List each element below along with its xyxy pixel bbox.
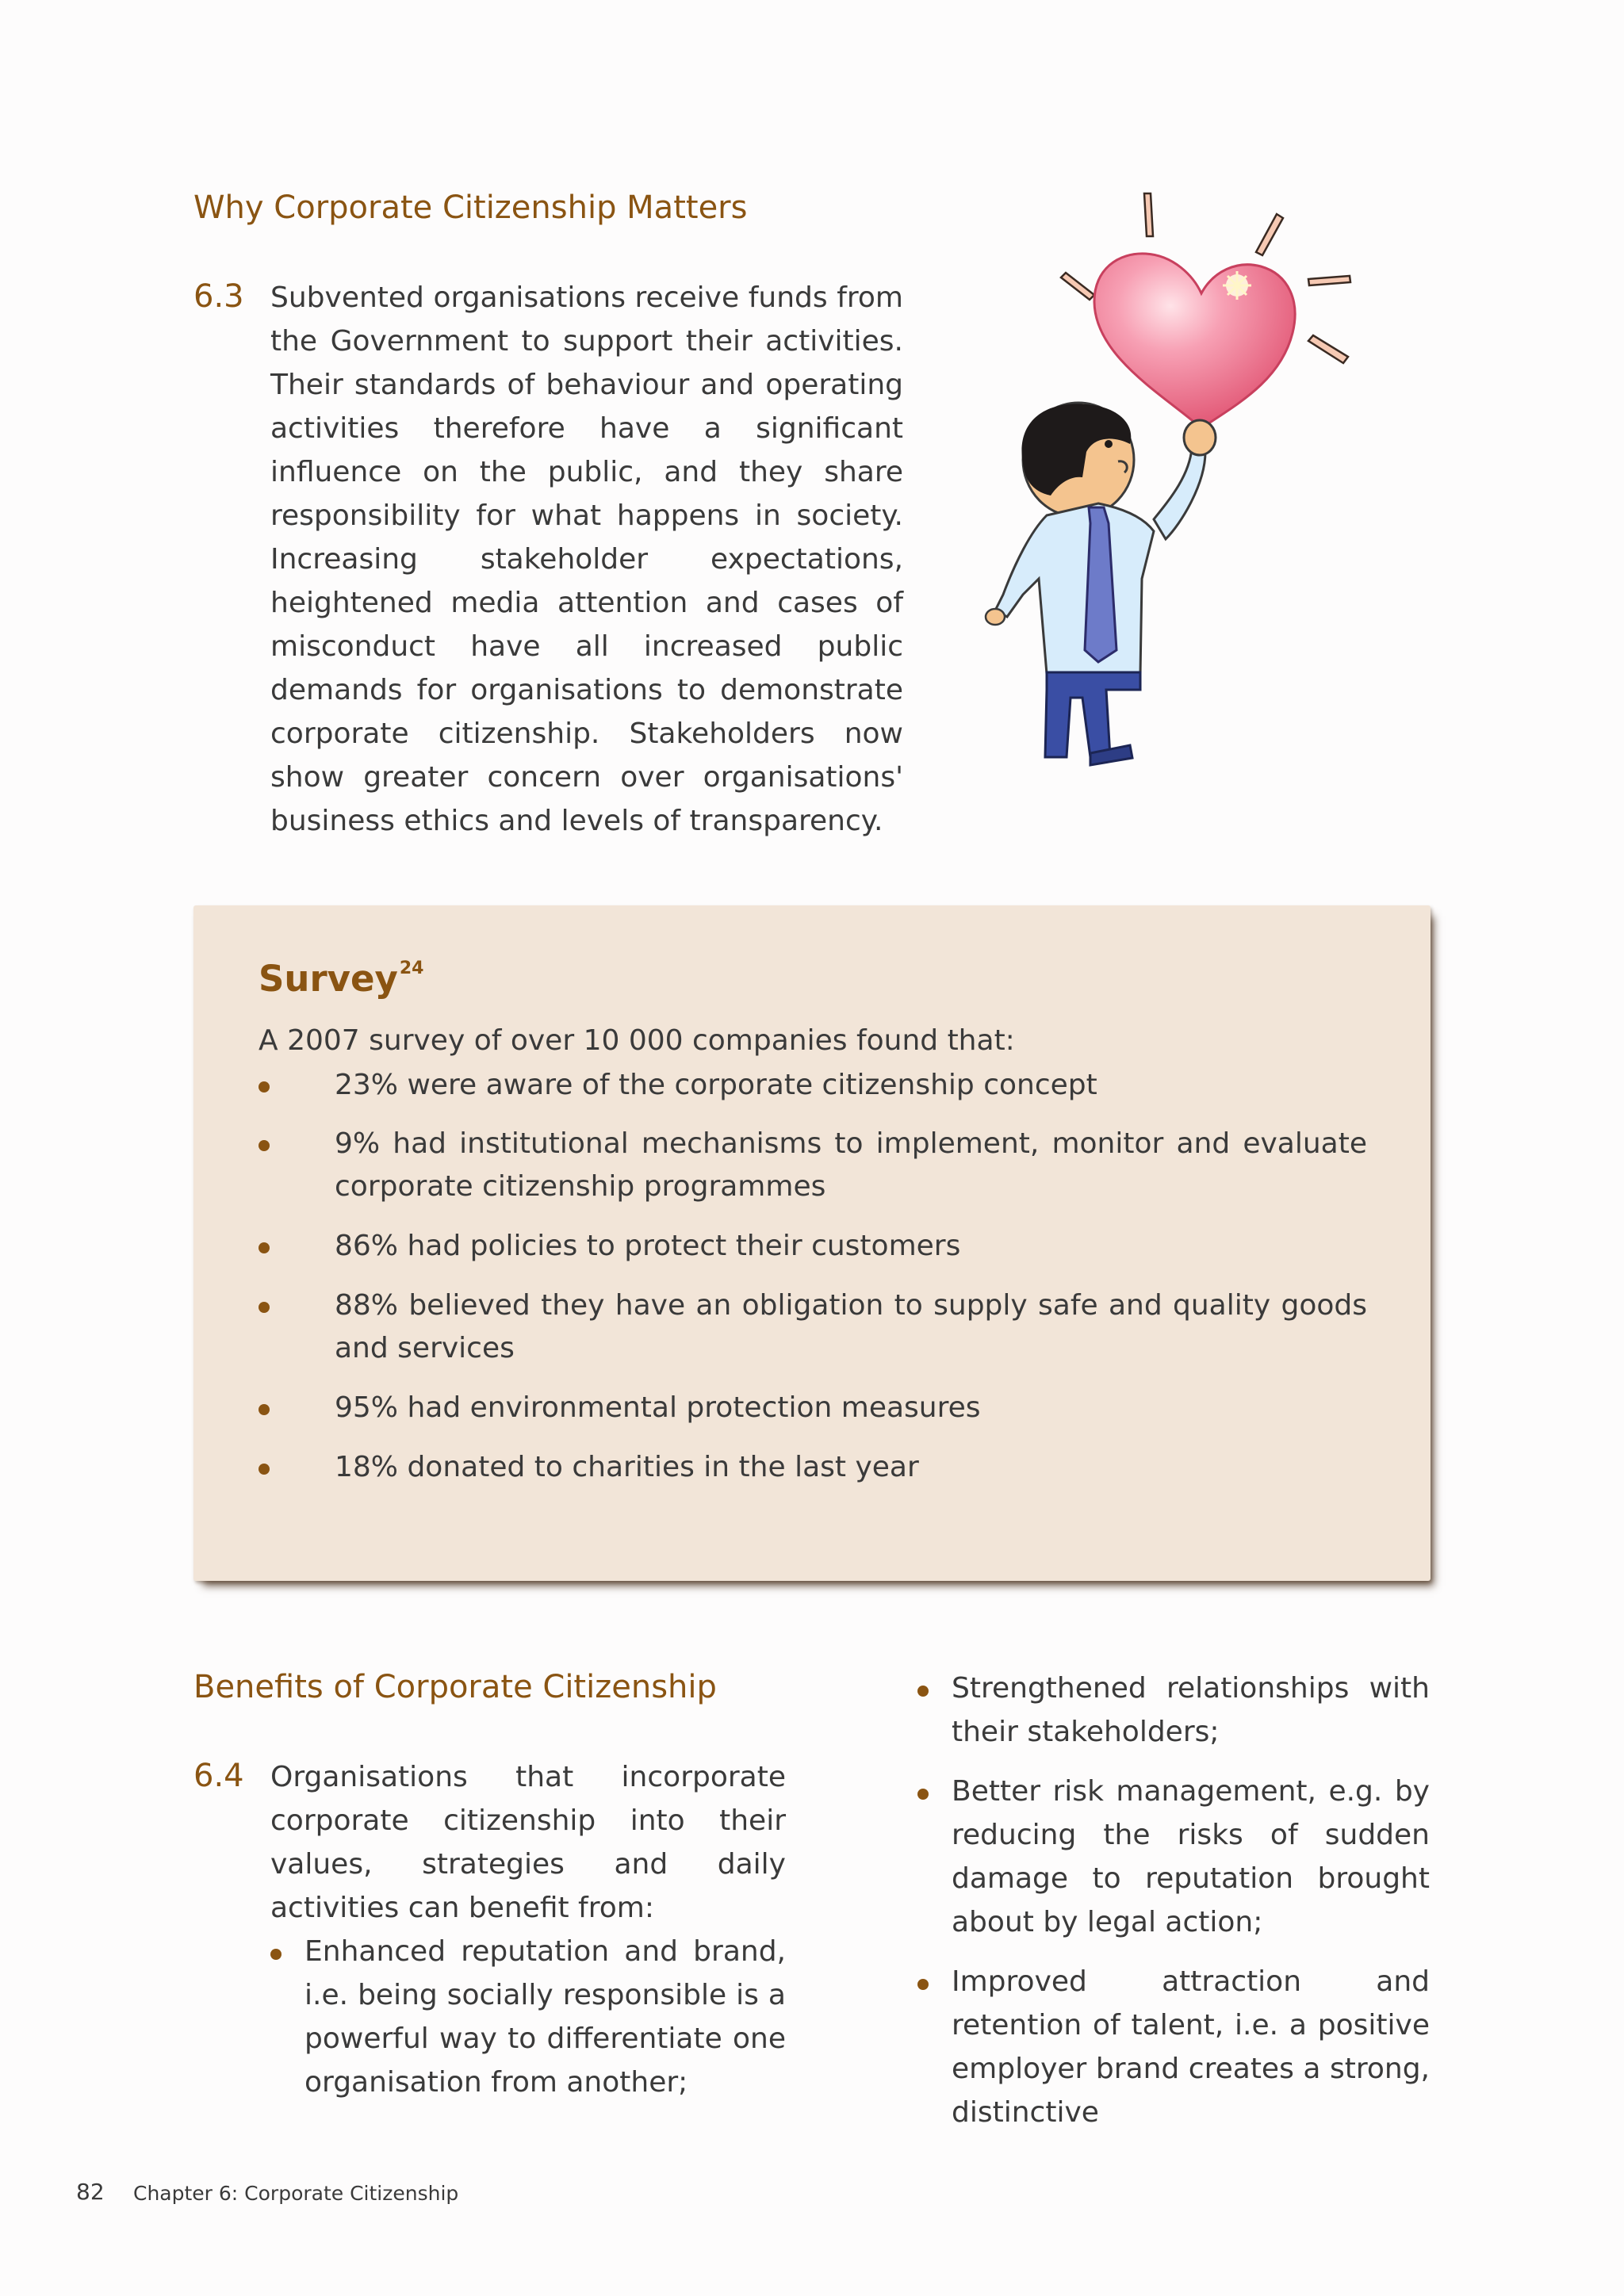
benefit-text: Improved attraction and retention of talent, i.e. a positive employer brand creates a strong, distinctive — [952, 1965, 1430, 2129]
survey-item-text: 88% believed they have an obligation to supply safe and quality goods and services — [335, 1289, 1367, 1364]
section-heading-why: Why Corporate Citizenship Matters — [193, 189, 748, 226]
survey-title-text: Survey — [259, 958, 398, 1000]
survey-footnote-ref[interactable]: 24 — [399, 959, 424, 978]
paragraph-6-4: Organisations that incorporate corporate citizenship into their values, strategies and daily activities can benefit from: — [270, 1761, 786, 1924]
paragraph-6-3: Subvented organisations receive funds from the Government to support their activities. Their standards of behaviour and operating activities therefore have a significant influence on the public, and they share responsibility for what happens in society. Increasing stakeholder expectations, heightened media attention and cases of misconduct have all increased public demands for organisations to demonstrate corporate citizenship. Stakeholders now show greater concern over organisations' business ethics and levels of transparency. — [270, 281, 903, 837]
survey-item-text: 18% donated to charities in the last year — [335, 1451, 919, 1483]
benefit-text: Enhanced reputation and brand, i.e. being socially responsible is a powerful way to differentiate one organisation from another; — [304, 1935, 786, 2099]
bullet-dot-icon — [259, 1242, 270, 1253]
heart-balloon-icon — [1094, 254, 1295, 428]
survey-box — [193, 905, 1431, 1581]
bullet-dot-icon — [259, 1081, 270, 1093]
man-holding-heart-illustration — [928, 182, 1372, 769]
page-number: 82 — [76, 2179, 105, 2205]
bullet-dot-icon — [270, 1949, 282, 1960]
survey-item-text: 9% had institutional mechanisms to implement, monitor and evaluate corporate citizenship programmes — [335, 1127, 1367, 1203]
benefit-text: Better risk management, e.g. by reducing the risks of sudden damage to reputation brought about by legal action; — [952, 1775, 1430, 1938]
bullet-dot-icon — [259, 1404, 270, 1415]
paragraph-number-6-4: 6.4 — [193, 1758, 244, 1794]
bullet-dot-icon — [917, 1979, 929, 1990]
bullet-dot-icon — [259, 1464, 270, 1475]
section-heading-benefits: Benefits of Corporate Citizenship — [193, 1669, 717, 1705]
paragraph-number-6-3: 6.3 — [193, 278, 244, 315]
bullet-dot-icon — [259, 1302, 270, 1313]
survey-item-text: 86% had policies to protect their customers — [335, 1230, 961, 1262]
survey-item-text: 95% had environmental protection measures — [335, 1391, 981, 1424]
bullet-dot-icon — [917, 1789, 929, 1800]
bullet-dot-icon — [917, 1686, 929, 1697]
survey-title — [259, 947, 423, 1001]
chapter-label: Chapter 6: Corporate Citizenship — [133, 2182, 459, 2205]
benefit-text: Strengthened relationships with their stakeholders; — [952, 1672, 1430, 1748]
survey-item-text: 23% were aware of the corporate citizenship concept — [335, 1069, 1097, 1101]
bullet-dot-icon — [259, 1140, 270, 1151]
survey-intro: A 2007 survey of over 10 000 companies found that: — [259, 1024, 1015, 1057]
